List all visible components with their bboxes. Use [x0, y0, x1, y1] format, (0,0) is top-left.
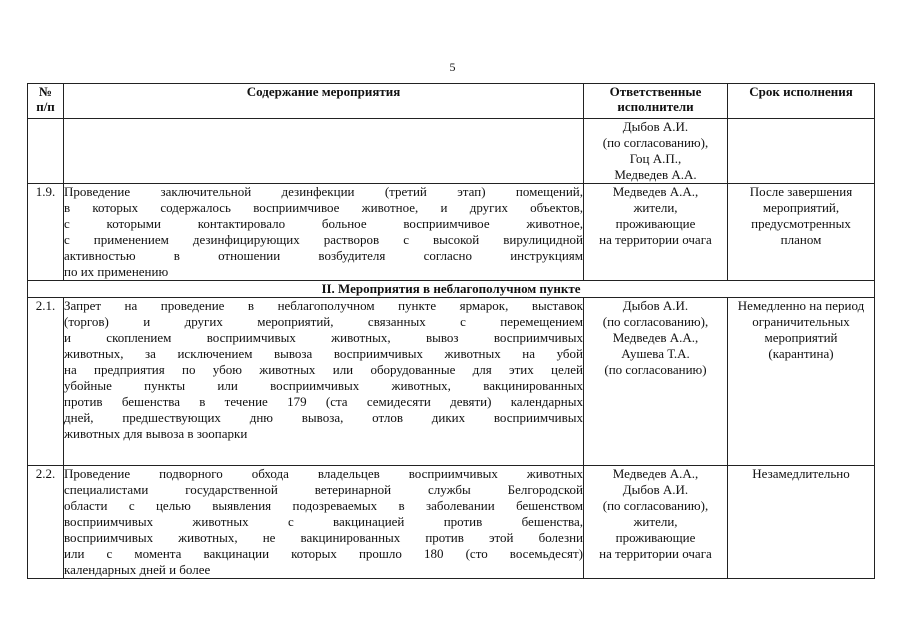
text-line: Запрет на проведение в неблагополучном пункте ярмарок, выставок: [64, 298, 583, 313]
page-number: 5: [449, 60, 456, 74]
text-line: проживающие: [615, 216, 696, 231]
cell-num: 1.9.: [28, 184, 64, 281]
header-num-line-1: №: [38, 84, 53, 99]
table-row-2-2: [28, 466, 875, 579]
section-row: [28, 281, 875, 298]
text-line: восприимчивых животных с вакцинацией против бешенства,: [64, 514, 583, 529]
cell-content: [64, 184, 584, 281]
text-line: активностью в отношении возбудителя согласно инструкциям: [64, 248, 583, 263]
text-line: против бешенства в течение 179 (ста семидесяти девяти) календарных: [64, 394, 583, 409]
text-line: Аушева Т.А.: [621, 346, 690, 361]
text-line: Дыбов А.И.: [622, 119, 689, 134]
cell-content: [64, 466, 584, 579]
text-line: Проведение заключительной дезинфекции (третий этап) помещений,: [64, 184, 583, 199]
cell-responsible: [584, 466, 728, 579]
text-line: Медведев А.А.,: [612, 184, 699, 199]
text-line: убойные пункты или восприимчивых животных, вакцинированных: [64, 378, 583, 393]
text-line: ограничительных: [752, 314, 850, 329]
header-term: Срок исполнения: [728, 84, 875, 119]
cell-term: [728, 298, 875, 466]
cell-term: [728, 466, 875, 579]
cell-content: [64, 298, 584, 466]
text-line: восприимчивых животных, не вакцинированных против этой болезни: [64, 530, 583, 545]
text-line: планом: [780, 232, 822, 247]
text-line: Дыбов А.И.: [622, 298, 689, 313]
cell-term: [728, 119, 875, 184]
text-line: Медведев А.А.,: [612, 330, 699, 345]
header-responsible-line-1: Ответственные: [609, 84, 702, 99]
cell-responsible: [584, 184, 728, 281]
text-line: на предприятия по убою животных или оборудованные для этих целей: [64, 362, 583, 377]
text-line: жители,: [633, 514, 678, 529]
table-row-continuation: [28, 119, 875, 184]
cell-num: 2.1.: [28, 298, 64, 466]
text-line: предусмотренных: [751, 216, 851, 231]
text-line: Немедленно на период: [737, 298, 865, 313]
table-header-row: [28, 84, 875, 119]
text-line: Медведев А.А.: [614, 167, 697, 182]
text-line: (торгов) и других мероприятий, связанных с перемещением: [64, 314, 583, 329]
text-line: специалистами государственной ветеринарной службы Белгородской: [64, 482, 583, 497]
text-line: на территории очага: [599, 232, 712, 247]
text-line: Дыбов А.И.: [622, 482, 689, 497]
text-line: на территории очага: [599, 546, 712, 561]
table-row-1-9: [28, 184, 875, 281]
text-line: проживающие: [615, 530, 696, 545]
text-line: Медведев А.А.,: [612, 466, 699, 481]
text-line: Гоц А.П.,: [629, 151, 682, 166]
text-line: (по согласованию),: [602, 314, 709, 329]
text-line: дней, предшествующих дню вывоза, отлов диких восприимчивых: [64, 410, 583, 425]
text-line: (по согласованию),: [602, 498, 709, 513]
text-line: (карантина): [768, 346, 834, 361]
text-line: животных, за исключением вывоза восприимчивых животных на убой: [64, 346, 583, 361]
header-num-line-2: п/п: [36, 99, 55, 114]
cell-responsible: [584, 119, 728, 184]
text-line: в которых содержалось восприимчивое животное, и других объектов,: [64, 200, 583, 215]
cell-term: [728, 184, 875, 281]
text-line: области с целью выявления подозреваемых в заболевании бешенством: [64, 498, 583, 513]
text-line: календарных дней и более: [64, 562, 211, 577]
text-line: мероприятий,: [762, 200, 840, 215]
cell-num: 2.2.: [28, 466, 64, 579]
header-responsible-line-2: исполнители: [617, 99, 694, 114]
text-line: После завершения: [749, 184, 853, 199]
text-line: животных для вывоза в зоопарки: [64, 426, 248, 441]
table-row-2-1: [28, 298, 875, 466]
text-line: по их применению: [64, 264, 169, 279]
section-title: II. Мероприятия в неблагополучном пункте: [28, 281, 875, 298]
text-line: мероприятий: [764, 330, 838, 345]
text-line: (по согласованию),: [602, 135, 709, 150]
header-num: [28, 84, 64, 119]
text-line: с применением дезинфицирующих растворов с высокой вирулицидной: [64, 232, 583, 247]
text-line: с которыми контактировало больное восприимчивое животное,: [64, 216, 583, 231]
cell-num: [28, 119, 64, 184]
text-line: Незамедлительно: [752, 466, 850, 481]
text-line: жители,: [633, 200, 678, 215]
cell-content: [64, 119, 584, 184]
text-line: (по согласованию): [604, 362, 707, 377]
text-line: или с момента вакцинации которых прошло 180 (сто восемьдесят): [64, 546, 583, 561]
header-responsible: [584, 84, 728, 119]
cell-responsible: [584, 298, 728, 466]
text-line: Проведение подворного обхода владельцев восприимчивых животных: [64, 466, 583, 481]
measures-table: [27, 83, 875, 579]
text-line: и скоплением восприимчивых животных, вывоз восприимчивых: [64, 330, 583, 345]
header-content: Содержание мероприятия: [64, 84, 584, 119]
